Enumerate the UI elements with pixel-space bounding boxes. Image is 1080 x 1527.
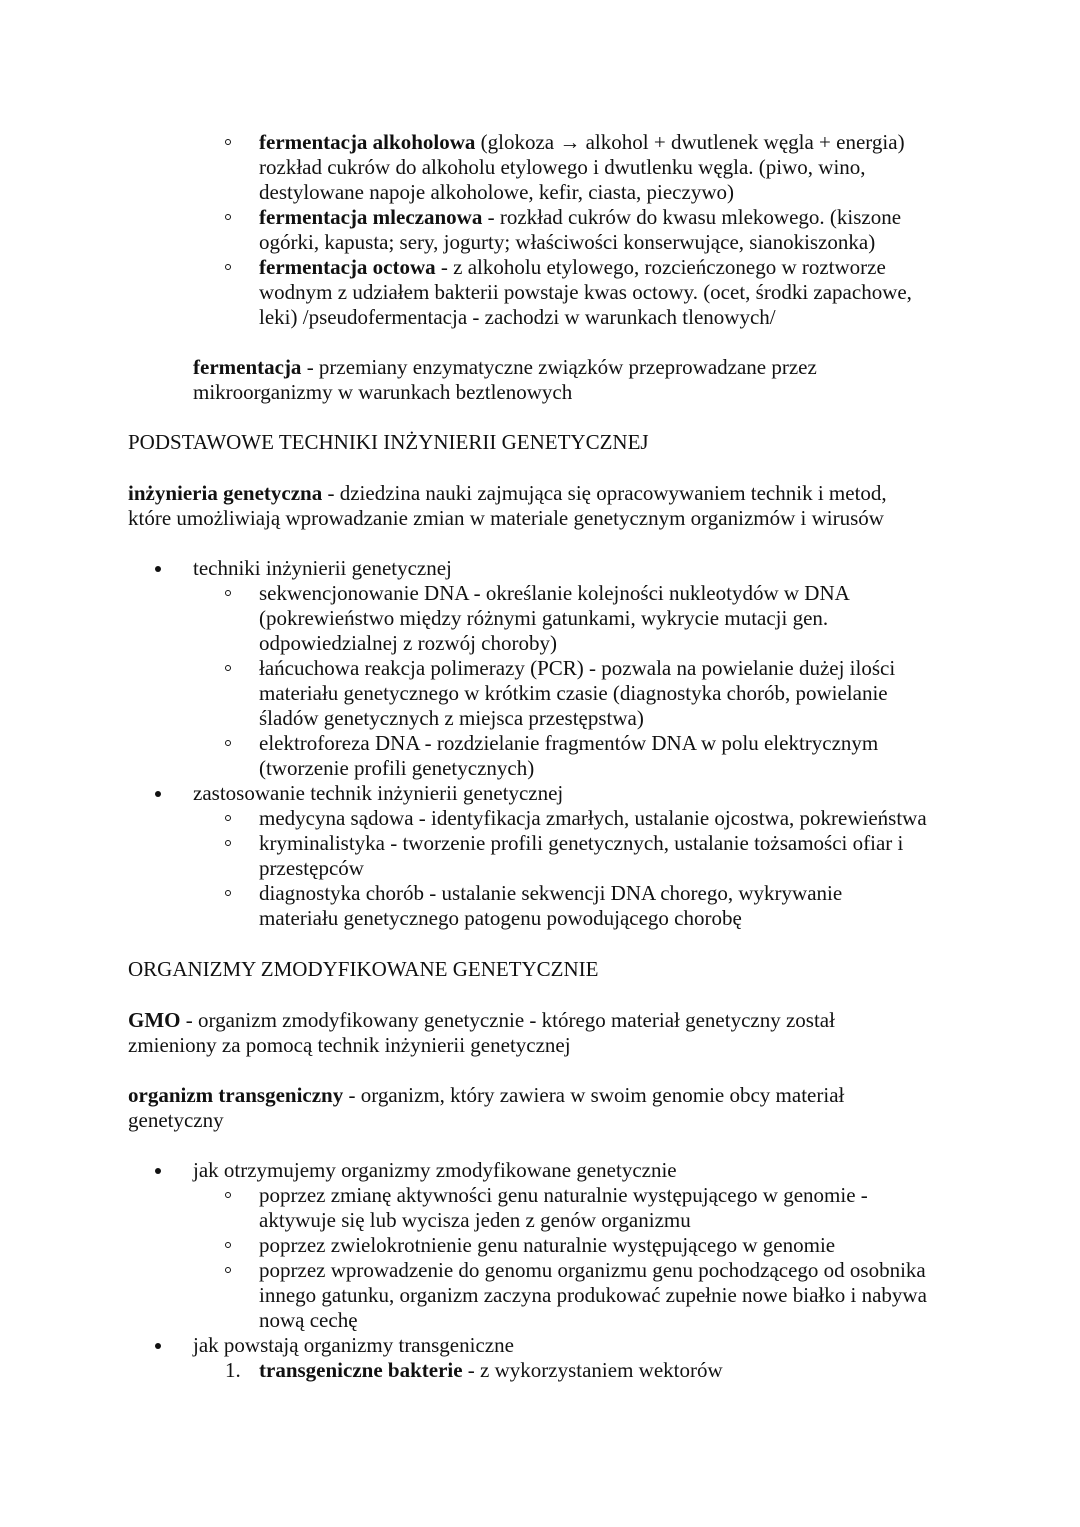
fermentation-types-list xyxy=(225,130,955,330)
term: fermentacja octowa xyxy=(259,255,436,279)
list-item xyxy=(225,831,939,881)
section-heading: PODSTAWOWE TECHNIKI INŻYNIERII GENETYCZNEJ xyxy=(128,430,649,454)
item-text: kryminalistyka - tworzenie profili genetycznych, ustalanie tożsamości ofiar i przestępców xyxy=(259,831,904,880)
item-text: elektroforeza DNA - rozdzielanie fragmentów DNA w polu elektrycznym (tworzenie profili genetycznych) xyxy=(259,731,879,780)
list-label: zastosowanie technik inżynierii genetycznej xyxy=(193,781,564,805)
list-item xyxy=(225,1258,965,1333)
list-item xyxy=(225,806,965,831)
hollow-bullet-icon xyxy=(225,740,231,746)
hollow-bullet-icon xyxy=(225,1267,231,1273)
description: - dziedzina nauki zajmująca się opracowywaniem technik i metod, które umożliwiają wprowadzanie zmian w materiale genetycznym organizmów i wirusów xyxy=(128,481,887,530)
list-item xyxy=(225,1358,909,1383)
description: - rozkład cukrów do kwasu mlekowego. (kiszone ogórki, kapusta; sery, jogurty; właściwości konserwujące, sianokiszonka) xyxy=(259,205,902,254)
description: - organizm zmodyfikowany genetycznie - którego materiał genetyczny został zmieniony za pomocą technik inżynierii genetycznej xyxy=(128,1008,835,1057)
list-item xyxy=(225,1233,909,1258)
fermentation-definition xyxy=(193,355,853,405)
gmo-methods-list xyxy=(155,1158,965,1383)
term: fermentacja mleczanowa xyxy=(259,205,483,229)
item-text: poprzez zwielokrotnienie genu naturalnie występującego w genomie xyxy=(259,1233,836,1257)
list-item xyxy=(225,881,879,931)
item-text: medycyna sądowa - identyfikacja zmarłych, ustalanie ojcostwa, pokrewieństwa xyxy=(259,806,927,830)
item-text: diagnostyka chorób - ustalanie sekwencji DNA chorego, wykrywanie materiału genetycznego patogenu powodującego chorobę xyxy=(259,881,843,930)
hollow-bullet-icon xyxy=(225,840,231,846)
hollow-bullet-icon xyxy=(225,815,231,821)
list-item xyxy=(225,656,919,731)
item-text: poprzez zmianę aktywności genu naturalnie występującego w genomie - aktywuje się lub wycisza jeden z genów organizmu xyxy=(259,1183,868,1232)
genetic-engineering-definition xyxy=(128,481,928,531)
list-item xyxy=(225,731,919,781)
section-heading: ORGANIZMY ZMODYFIKOWANE GENETYCZNIE xyxy=(128,957,599,981)
list-item xyxy=(225,1183,909,1233)
term: GMO xyxy=(128,1008,181,1032)
hollow-bullet-icon xyxy=(225,139,231,145)
list-item xyxy=(225,255,949,330)
description: (glokoza → alkohol + dwutlenek węgla + energia) rozkład cukrów do alkoholu etylowego i dwutlenku węgla. (piwo, wino, destylowane napoje alkoholowe, kefir, ciasta, pieczywo) xyxy=(259,130,905,204)
description: - przemiany enzymatyczne związków przeprowadzane przez mikroorganizmy w warunkach beztlenowych xyxy=(193,355,817,404)
bullet-icon xyxy=(155,1168,161,1174)
bullet-icon xyxy=(155,1343,161,1349)
list-label: jak powstają organizmy transgeniczne xyxy=(193,1333,514,1357)
list-item xyxy=(155,781,965,806)
techniques-list xyxy=(155,556,965,931)
item-text: łańcuchowa reakcja polimerazy (PCR) - pozwala na powielanie dużej ilości materiału genetycznego w krótkim czasie (diagnostyka chorób, powielanie śladów genetycznych z miejsca przestępstwa) xyxy=(259,656,896,730)
list-item xyxy=(155,1333,965,1358)
list-label: jak otrzymujemy organizmy zmodyfikowane genetycznie xyxy=(193,1158,677,1182)
description: - organizm, który zawiera w swoim genomie obcy materiał genetyczny xyxy=(128,1083,845,1132)
item-number: 1. xyxy=(225,1358,241,1382)
list-item xyxy=(225,130,949,205)
hollow-bullet-icon xyxy=(225,214,231,220)
transgenic-definition xyxy=(128,1083,888,1133)
description: - z alkoholu etylowego, rozcieńczonego w roztworze wodnym z udziałem bakterii powstaje kwas octowy. (ocet, środki zapachowe, leki) /pseudofermentacja - zachodzi w warunkach tlenowych/ xyxy=(259,255,912,329)
term: organizm transgeniczny xyxy=(128,1083,344,1107)
term: fermentacja xyxy=(193,355,302,379)
list-item xyxy=(225,581,879,656)
hollow-bullet-icon xyxy=(225,665,231,671)
hollow-bullet-icon xyxy=(225,890,231,896)
list-label: techniki inżynierii genetycznej xyxy=(193,556,452,580)
gmo-definition xyxy=(128,1008,878,1058)
description: - z wykorzystaniem wektorów xyxy=(462,1358,723,1382)
term: transgeniczne bakterie xyxy=(259,1358,463,1382)
list-item xyxy=(155,556,965,581)
term: fermentacja alkoholowa xyxy=(259,130,476,154)
bullet-icon xyxy=(155,566,161,572)
bullet-icon xyxy=(155,791,161,797)
list-item xyxy=(225,205,949,255)
item-text: poprzez wprowadzenie do genomu organizmu genu pochodzącego od osobnika innego gatunku, organizm zaczyna produkować zupełnie nowe białko i nabywa nową cechę xyxy=(259,1258,927,1332)
list-item xyxy=(155,1158,965,1183)
hollow-bullet-icon xyxy=(225,264,231,270)
hollow-bullet-icon xyxy=(225,1242,231,1248)
hollow-bullet-icon xyxy=(225,590,231,596)
item-text: sekwencjonowanie DNA - określanie kolejności nukleotydów w DNA (pokrewieństwo między różnymi gatunkami, wykrycie mutacji gen. odpowiedzialnej z rozwój choroby) xyxy=(259,581,849,655)
term: inżynieria genetyczna xyxy=(128,481,323,505)
hollow-bullet-icon xyxy=(225,1192,231,1198)
